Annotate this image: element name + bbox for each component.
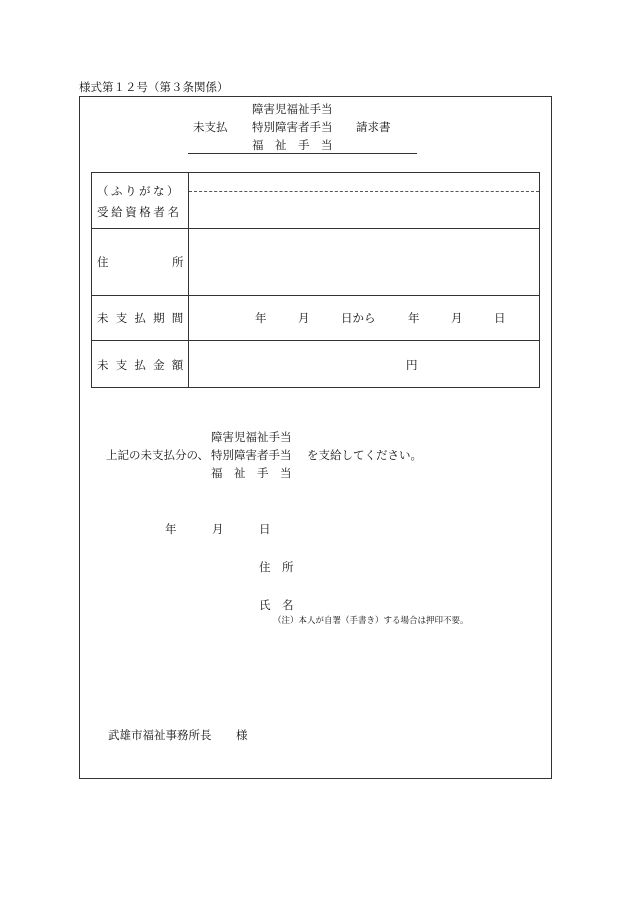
furigana-label-text: （ふりがな）: [97, 184, 181, 198]
statement-suffix: を支給してください。: [307, 448, 422, 462]
title-underline: [188, 153, 417, 154]
amount-unit: 円: [406, 358, 418, 372]
stamp-note: （注）本人が自署（手書き）する場合は押印不要。: [273, 616, 469, 626]
address-field-name: 所: [172, 255, 184, 269]
table-row-divider: [91, 295, 540, 296]
period-year-2: 年: [408, 311, 420, 325]
applicant-address-label: 住 所: [259, 560, 294, 574]
amount-label: 未支払金額: [97, 358, 191, 372]
date-day: 日: [259, 522, 271, 536]
statement-allowance-2: 特別障害者手当: [211, 448, 292, 462]
date-month: 月: [212, 522, 224, 536]
statement-allowance-3: 福 祉 手 当: [211, 466, 292, 480]
period-day-2: 日: [494, 311, 506, 325]
name-label: 受給資格者名: [97, 205, 182, 219]
addressee-office: 武雄市福祉事務所長: [108, 728, 212, 742]
form-number: 様式第１２号（第３条関係）: [79, 80, 229, 94]
applicant-name-label: 氏 名: [259, 598, 294, 612]
title-allowance-1: 障害児福祉手当: [252, 102, 333, 116]
address-field-name: 住: [97, 255, 109, 269]
period-month-1: 月: [298, 311, 310, 325]
statement-prefix: 上記の未支払分の、: [106, 448, 210, 462]
title-allowance-2: 特別障害者手当: [252, 120, 333, 134]
table-column-divider: [188, 172, 189, 388]
date-year: 年: [165, 522, 177, 536]
table-row-divider: [91, 340, 540, 341]
furigana-label: [97, 184, 183, 198]
addressee-honorific: 様: [236, 728, 248, 742]
title-allowance-3: 福 祉 手 当: [252, 138, 333, 152]
title-suffix: 請求書: [356, 120, 391, 134]
period-day-from: 日から: [341, 311, 376, 325]
furigana-dashed-line: [189, 191, 539, 192]
period-year-1: 年: [255, 311, 267, 325]
period-month-2: 月: [451, 311, 463, 325]
table-row-divider: [91, 228, 540, 229]
statement-allowance-1: 障害児福祉手当: [211, 430, 292, 444]
period-label: 未支払期間: [97, 311, 191, 325]
title-prefix: 未支払: [193, 120, 228, 134]
